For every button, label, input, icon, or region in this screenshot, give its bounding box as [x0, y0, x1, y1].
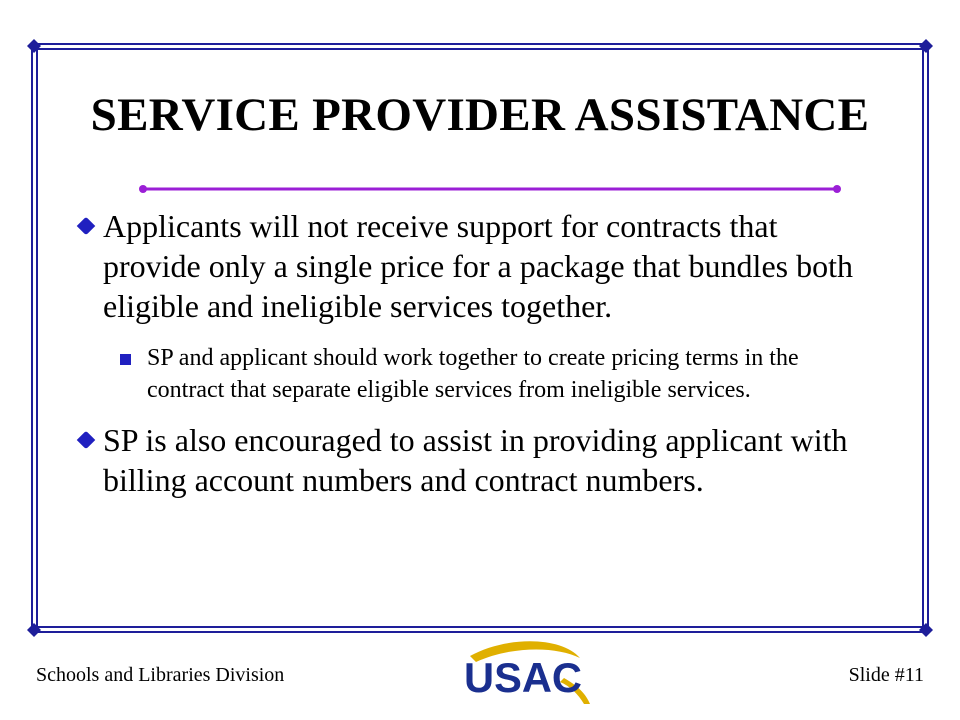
corner-diamond-icon: [919, 623, 933, 637]
footer-division: Schools and Libraries Division: [36, 664, 285, 686]
blue-diamond-bullet-icon: [77, 217, 96, 236]
slide-number: Slide #11: [848, 664, 924, 686]
divider-end-dot-icon: [139, 185, 147, 193]
blue-diamond-bullet-icon: [77, 431, 96, 450]
bullet-item: [78, 420, 878, 500]
bullet-text: SP is also encouraged to assist in providing applicant with billing account numbers and contract numbers.: [103, 422, 848, 498]
bullet-text: Applicants will not receive support for contracts that provide only a single price for a package that bundles both eligible and ineligible services together.: [103, 208, 853, 324]
corner-diamond-icon: [27, 623, 41, 637]
bullet-item: [78, 206, 878, 406]
divider-end-dot-icon: [833, 185, 841, 193]
blue-square-bullet-icon: [120, 354, 131, 365]
sub-bullet-list: [103, 342, 878, 406]
sub-bullet-text: SP and applicant should work together to create pricing terms in the contract that separate eligible services from ineligible services.: [147, 345, 799, 403]
sub-bullet-item: [103, 342, 878, 406]
bullet-list: [78, 206, 878, 500]
slide-title: SERVICE PROVIDER ASSISTANCE: [90, 89, 870, 141]
usac-logo: [456, 638, 606, 708]
title-divider: [136, 181, 844, 197]
logo-text: USAC: [464, 654, 582, 701]
corner-diamond-icon: [919, 39, 933, 53]
corner-diamond-icon: [27, 39, 41, 53]
